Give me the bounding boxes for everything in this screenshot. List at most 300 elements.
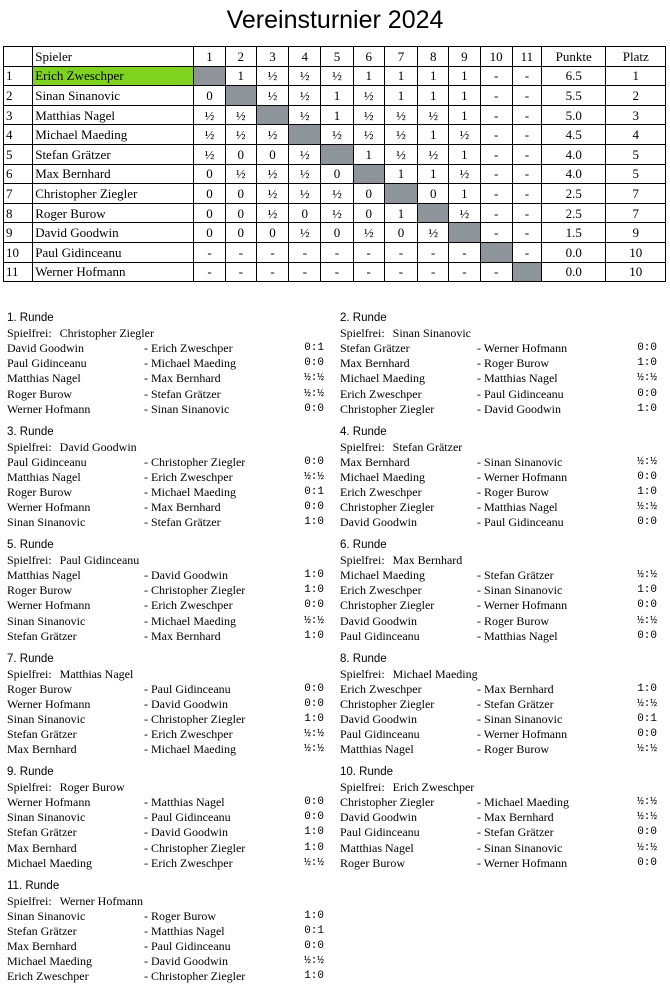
- header-cell: 7: [384, 47, 417, 67]
- header-cell: 1: [194, 47, 225, 67]
- white-player: Max Bernhard: [7, 938, 77, 953]
- game-result: 0:0: [304, 811, 324, 824]
- diagonal-cell: [225, 86, 256, 106]
- pairing-row: [340, 614, 665, 629]
- white-player: David Goodwin: [340, 613, 417, 628]
- black-player: - David Goodwin: [144, 825, 228, 840]
- row-number: 1: [4, 66, 33, 86]
- game-result: ½:½: [637, 841, 657, 854]
- result-cell: 1: [449, 105, 480, 125]
- pairing-row: [340, 810, 665, 825]
- bye-line: [7, 894, 332, 909]
- white-player: Michael Maeding: [340, 568, 425, 582]
- result-cell: 0: [321, 223, 353, 243]
- rank-cell: 5: [606, 164, 666, 184]
- white-player: Erich Zweschper: [340, 583, 422, 598]
- game-result: 0:0: [637, 826, 657, 839]
- result-cell: 0: [225, 223, 256, 243]
- pairing-row: [340, 371, 665, 386]
- game-result: 0:0: [304, 455, 324, 468]
- black-player: - Stefan Grätzer: [144, 386, 221, 401]
- result-cell: ½: [449, 125, 480, 145]
- pairing-row: [7, 742, 332, 757]
- header-cell: 8: [418, 47, 449, 67]
- bye-line: [7, 780, 332, 795]
- player-name: Stefan Grätzer: [33, 144, 194, 164]
- pairing-row: [340, 341, 665, 356]
- pairing-row: [7, 356, 332, 371]
- result-cell: 1: [384, 203, 417, 223]
- header-cell: 2: [225, 47, 256, 67]
- black-player: - Michael Maeding: [144, 742, 236, 757]
- header-cell: Platz: [606, 47, 666, 67]
- rank-cell: 5: [606, 144, 666, 164]
- game-result: 0:0: [637, 856, 657, 869]
- points-cell: 5.0: [542, 105, 606, 125]
- white-player: Roger Burow: [7, 386, 72, 401]
- result-cell: -: [321, 262, 353, 282]
- game-result: ½:½: [304, 470, 324, 483]
- result-cell: 1: [449, 144, 480, 164]
- pairing-row: [340, 825, 665, 840]
- game-result: ½:½: [637, 501, 657, 514]
- result-cell: ½: [225, 164, 256, 184]
- white-player: Max Bernhard: [7, 742, 77, 757]
- bye-label: Spielfrei:: [7, 893, 52, 908]
- black-player: - Roger Burow: [477, 742, 549, 757]
- bye-line: [7, 667, 332, 682]
- result-cell: -: [512, 66, 541, 86]
- black-player: - Matthias Nagel: [477, 371, 558, 386]
- game-result: 0:0: [304, 402, 324, 415]
- player-name: Werner Hofmann: [33, 262, 194, 282]
- black-player: - Max Bernhard: [477, 681, 554, 696]
- black-player: - Christopher Ziegler: [144, 454, 246, 469]
- result-cell: ½: [321, 203, 353, 223]
- result-cell: 1: [449, 86, 480, 106]
- white-player: Michael Maeding: [7, 954, 92, 969]
- white-player: Stefan Grätzer: [340, 341, 410, 355]
- white-player: Sinan Sinanovic: [7, 515, 86, 530]
- black-player: - Sinan Sinanovic: [477, 711, 563, 726]
- white-player: Werner Hofmann: [7, 696, 91, 711]
- rank-cell: 10: [606, 242, 666, 262]
- round-title: 2. Runde: [340, 312, 387, 324]
- result-cell: -: [480, 86, 512, 106]
- pairing-row: [7, 954, 332, 969]
- black-player: - David Goodwin: [144, 568, 228, 582]
- result-cell: 1: [353, 66, 384, 86]
- bye-player: David Goodwin: [59, 439, 137, 454]
- black-player: - Roger Burow: [477, 356, 549, 371]
- crosstable-row: [4, 242, 666, 262]
- black-player: - Erich Zweschper: [144, 598, 233, 613]
- player-name: Michael Maeding: [33, 125, 194, 145]
- pairing-row: [340, 712, 665, 727]
- black-player: - Werner Hofmann: [477, 727, 568, 742]
- player-name: Erich Zweschper: [33, 66, 194, 86]
- result-cell: -: [480, 262, 512, 282]
- black-player: - Erich Zweschper: [144, 341, 233, 355]
- black-player: - Stefan Grätzer: [477, 825, 554, 840]
- result-cell: ½: [418, 144, 449, 164]
- pairing-row: [340, 568, 665, 583]
- diagonal-cell: [353, 164, 384, 184]
- result-cell: ½: [225, 105, 256, 125]
- crosstable-row: [4, 184, 666, 204]
- result-cell: -: [512, 105, 541, 125]
- rank-cell: 1: [606, 66, 666, 86]
- round-block: [340, 538, 665, 644]
- game-result: 1:0: [304, 841, 324, 854]
- player-name: Christopher Ziegler: [33, 184, 194, 204]
- white-player: Matthias Nagel: [7, 568, 81, 582]
- row-number: 5: [4, 144, 33, 164]
- result-cell: 0: [194, 184, 225, 204]
- white-player: Paul Gidinceanu: [340, 727, 420, 742]
- round-block: [7, 311, 332, 417]
- header-cell: Punkte: [542, 47, 606, 67]
- result-cell: 0: [353, 203, 384, 223]
- white-player: Erich Zweschper: [340, 681, 422, 696]
- black-player: - Werner Hofmann: [477, 469, 568, 484]
- player-name: Sinan Sinanovic: [33, 86, 194, 106]
- game-result: 1:0: [637, 584, 657, 597]
- result-cell: 0: [194, 203, 225, 223]
- result-cell: 1: [418, 66, 449, 86]
- black-player: - Stefan Grätzer: [477, 696, 554, 711]
- result-cell: ½: [353, 223, 384, 243]
- bye-player: Roger Burow: [59, 780, 125, 794]
- result-cell: 1: [384, 86, 417, 106]
- game-result: 1:0: [304, 909, 324, 922]
- pairing-row: [7, 371, 332, 386]
- result-cell: ½: [289, 66, 321, 86]
- result-cell: ½: [289, 164, 321, 184]
- result-cell: 1: [225, 66, 256, 86]
- black-player: - Roger Burow: [144, 908, 216, 923]
- rank-cell: 10: [606, 262, 666, 282]
- result-cell: ½: [256, 86, 288, 106]
- rank-cell: 4: [606, 125, 666, 145]
- pairing-row: [340, 697, 665, 712]
- crosstable-row: [4, 164, 666, 184]
- result-cell: 0: [353, 184, 384, 204]
- white-player: Matthias Nagel: [7, 371, 81, 386]
- game-result: ½:½: [304, 856, 324, 869]
- header-spieler: Spieler: [33, 47, 194, 67]
- player-name: Paul Gidinceanu: [33, 242, 194, 262]
- bye-label: Spielfrei:: [7, 666, 52, 681]
- row-number: 4: [4, 125, 33, 145]
- diagonal-cell: [321, 144, 353, 164]
- result-cell: ½: [384, 144, 417, 164]
- white-player: David Goodwin: [340, 810, 417, 825]
- game-result: ½:½: [637, 796, 657, 808]
- pairing-row: [7, 515, 332, 530]
- bye-player: Erich Zweschper: [392, 780, 475, 794]
- result-cell: ½: [194, 105, 225, 125]
- result-cell: ½: [353, 86, 384, 106]
- crosstable: [3, 46, 666, 282]
- game-result: ½:½: [304, 955, 324, 968]
- pairing-row: [7, 712, 332, 727]
- black-player: - Sinan Sinanovic: [477, 583, 563, 598]
- white-player: Roger Burow: [7, 681, 72, 696]
- black-player: - Christopher Ziegler: [144, 583, 246, 598]
- result-cell: 0: [194, 223, 225, 243]
- pairing-row: [7, 629, 332, 644]
- black-player: - Erich Zweschper: [144, 855, 233, 870]
- black-player: - Sinan Sinanovic: [477, 840, 563, 855]
- diagonal-cell: [194, 66, 225, 86]
- result-cell: -: [512, 184, 541, 204]
- pairing-row: [7, 485, 332, 500]
- result-cell: 0: [225, 144, 256, 164]
- pairing-row: [340, 470, 665, 485]
- pairing-row: [7, 727, 332, 742]
- pairing-row: [7, 568, 332, 583]
- pairing-row: [7, 856, 332, 871]
- player-name: David Goodwin: [33, 223, 194, 243]
- bye-player: Sinan Sinanovic: [392, 326, 471, 340]
- result-cell: 0: [384, 223, 417, 243]
- black-player: - Matthias Nagel: [144, 923, 225, 938]
- bye-label: Spielfrei:: [7, 326, 52, 340]
- white-player: Matthias Nagel: [340, 742, 414, 757]
- header-cell: 3: [256, 47, 288, 67]
- result-cell: -: [480, 125, 512, 145]
- page-title: Vereinsturnier 2024: [226, 6, 444, 34]
- result-cell: ½: [321, 125, 353, 145]
- result-cell: ½: [449, 203, 480, 223]
- game-result: 0:0: [304, 796, 324, 808]
- white-player: Sinan Sinanovic: [7, 908, 86, 923]
- black-player: - Paul Gidinceanu: [144, 938, 231, 953]
- bye-label: Spielfrei:: [340, 439, 385, 454]
- white-player: Christopher Ziegler: [340, 696, 435, 711]
- result-cell: -: [480, 223, 512, 243]
- pairing-row: [7, 598, 332, 613]
- pairing-row: [7, 387, 332, 402]
- bye-line: [7, 440, 332, 455]
- result-cell: -: [480, 66, 512, 86]
- black-player: - Max Bernhard: [144, 371, 221, 386]
- white-player: Stefan Grätzer: [7, 628, 77, 643]
- result-cell: 0: [256, 144, 288, 164]
- black-player: - Erich Zweschper: [144, 469, 233, 484]
- diagonal-cell: [384, 184, 417, 204]
- white-player: Michael Maeding: [340, 469, 425, 484]
- crosstable-row: [4, 203, 666, 223]
- pairing-row: [7, 924, 332, 939]
- round-block: [7, 879, 332, 985]
- white-player: Max Bernhard: [7, 840, 77, 855]
- white-player: David Goodwin: [340, 711, 417, 726]
- game-result: ½:½: [304, 614, 324, 627]
- result-cell: ½: [289, 184, 321, 204]
- game-result: 0:1: [304, 342, 324, 354]
- result-cell: -: [480, 144, 512, 164]
- black-player: - Christopher Ziegler: [144, 840, 246, 855]
- points-cell: 4.0: [542, 144, 606, 164]
- pairing-row: [340, 387, 665, 402]
- white-player: Stefan Grätzer: [7, 923, 77, 938]
- pairing-row: [7, 810, 332, 825]
- game-result: 0:0: [637, 342, 657, 354]
- row-number: 9: [4, 223, 33, 243]
- game-result: 0:0: [637, 599, 657, 612]
- result-cell: ½: [449, 164, 480, 184]
- result-cell: ½: [256, 203, 288, 223]
- header-cell: [4, 47, 33, 67]
- crosstable-row: [4, 105, 666, 125]
- result-cell: -: [289, 242, 321, 262]
- diagonal-cell: [512, 262, 541, 282]
- bye-line: [7, 553, 332, 568]
- pairing-row: [7, 402, 332, 417]
- round-block: [340, 652, 665, 758]
- result-cell: ½: [256, 164, 288, 184]
- diagonal-cell: [449, 223, 480, 243]
- black-player: - Werner Hofmann: [477, 855, 568, 870]
- game-result: ½:½: [304, 728, 324, 741]
- pairing-row: [7, 795, 332, 810]
- result-cell: -: [225, 262, 256, 282]
- rank-cell: 7: [606, 203, 666, 223]
- points-cell: 4.5: [542, 125, 606, 145]
- result-cell: -: [512, 203, 541, 223]
- black-player: - Paul Gidinceanu: [477, 515, 564, 530]
- pairing-row: [340, 500, 665, 515]
- black-player: - Christopher Ziegler: [144, 969, 246, 984]
- result-cell: 1: [449, 184, 480, 204]
- white-player: Christopher Ziegler: [340, 795, 435, 809]
- result-cell: ½: [256, 125, 288, 145]
- white-player: Werner Hofmann: [7, 795, 91, 809]
- crosstable-row: [4, 125, 666, 145]
- header-cell: 4: [289, 47, 321, 67]
- result-cell: -: [289, 262, 321, 282]
- black-player: - Werner Hofmann: [477, 598, 568, 613]
- pairing-row: [340, 841, 665, 856]
- result-cell: 0: [225, 203, 256, 223]
- black-player: - Sinan Sinanovic: [144, 401, 230, 416]
- game-result: 1:0: [637, 357, 657, 370]
- result-cell: 0: [194, 164, 225, 184]
- round-title: 11. Runde: [7, 879, 60, 892]
- header-cell: 10: [480, 47, 512, 67]
- result-cell: -: [194, 262, 225, 282]
- result-cell: ½: [289, 105, 321, 125]
- game-result: 0:0: [304, 357, 324, 370]
- bye-line: [340, 667, 665, 682]
- result-cell: ½: [289, 144, 321, 164]
- result-cell: -: [449, 262, 480, 282]
- result-cell: ½: [418, 105, 449, 125]
- player-name: Matthias Nagel: [33, 105, 194, 125]
- white-player: Michael Maeding: [340, 371, 425, 386]
- result-cell: ½: [353, 125, 384, 145]
- crosstable-row: [4, 144, 666, 164]
- game-result: 0:0: [637, 470, 657, 483]
- white-player: Werner Hofmann: [7, 401, 91, 416]
- white-player: Paul Gidinceanu: [340, 628, 420, 643]
- white-player: Matthias Nagel: [7, 469, 81, 484]
- game-result: 1:0: [637, 682, 657, 695]
- diagonal-cell: [480, 242, 512, 262]
- result-cell: -: [512, 223, 541, 243]
- result-cell: -: [418, 262, 449, 282]
- bye-label: Spielfrei:: [7, 780, 52, 794]
- white-player: Paul Gidinceanu: [340, 825, 420, 840]
- header-cell: 5: [321, 47, 353, 67]
- row-number: 8: [4, 203, 33, 223]
- rank-cell: 3: [606, 105, 666, 125]
- game-result: 0:1: [304, 924, 324, 937]
- black-player: - Roger Burow: [477, 484, 549, 499]
- result-cell: 0: [289, 203, 321, 223]
- crosstable-row: [4, 66, 666, 86]
- pairing-row: [7, 682, 332, 697]
- points-cell: 2.5: [542, 184, 606, 204]
- result-cell: 0: [418, 184, 449, 204]
- game-result: ½:½: [304, 743, 324, 756]
- black-player: - Paul Gidinceanu: [144, 681, 231, 696]
- result-cell: ½: [194, 144, 225, 164]
- pairing-row: [7, 841, 332, 856]
- white-player: Werner Hofmann: [7, 500, 91, 515]
- game-result: 0:0: [637, 728, 657, 741]
- result-cell: 1: [321, 105, 353, 125]
- result-cell: -: [512, 144, 541, 164]
- game-result: 1:0: [637, 402, 657, 415]
- black-player: - Matthias Nagel: [477, 500, 558, 515]
- rank-cell: 2: [606, 86, 666, 106]
- game-result: ½:½: [637, 697, 657, 710]
- black-player: - Max Bernhard: [144, 500, 221, 515]
- game-result: 1:0: [304, 712, 324, 725]
- pairing-row: [7, 470, 332, 485]
- white-player: Max Bernhard: [340, 454, 410, 469]
- result-cell: -: [353, 242, 384, 262]
- result-cell: -: [384, 262, 417, 282]
- points-cell: 6.5: [542, 66, 606, 86]
- round-block: [7, 652, 332, 758]
- black-player: - Christopher Ziegler: [144, 711, 246, 726]
- pairing-row: [340, 856, 665, 871]
- pairing-row: [7, 909, 332, 924]
- black-player: - Michael Maeding: [144, 613, 236, 628]
- bye-player: Matthias Nagel: [59, 666, 134, 681]
- result-cell: -: [225, 242, 256, 262]
- bye-player: Christopher Ziegler: [59, 326, 154, 340]
- pairing-row: [340, 356, 665, 371]
- result-cell: 1: [384, 66, 417, 86]
- white-player: Werner Hofmann: [7, 598, 91, 613]
- bye-player: Stefan Grätzer: [392, 439, 463, 454]
- game-result: 0:0: [304, 682, 324, 695]
- bye-line: [340, 326, 665, 341]
- round-title: 8. Runde: [340, 652, 387, 665]
- result-cell: 1: [418, 125, 449, 145]
- round-title: 5. Runde: [7, 539, 54, 551]
- result-cell: 1: [418, 164, 449, 184]
- result-cell: ½: [225, 125, 256, 145]
- game-result: ½:½: [637, 614, 657, 627]
- black-player: - Stefan Grätzer: [144, 515, 221, 530]
- result-cell: 1: [353, 144, 384, 164]
